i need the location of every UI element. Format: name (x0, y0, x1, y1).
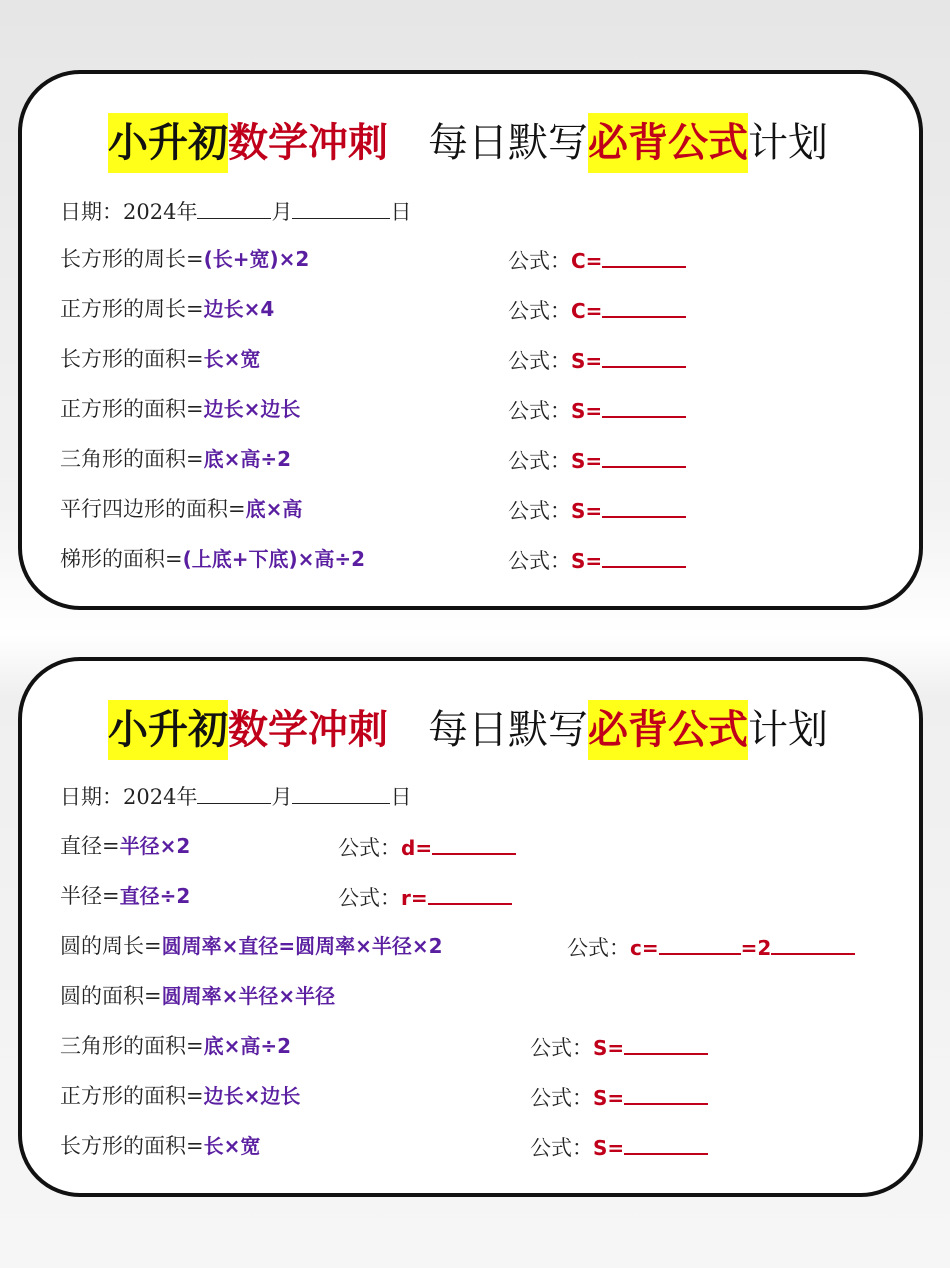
answer-blank[interactable] (659, 929, 741, 955)
formula-answer (530, 1029, 708, 1063)
row-name: 长方形的面积= (60, 347, 204, 371)
row-name: 正方形的面积= (60, 397, 204, 421)
formula-answer (508, 442, 686, 476)
title-part-5: 计划 (748, 707, 828, 753)
formula-label: 公式： (338, 836, 401, 860)
date-line (60, 779, 411, 813)
row-expression: 半径×2 (119, 834, 191, 858)
date-line (60, 194, 411, 228)
month-blank[interactable] (197, 194, 271, 219)
row-name: 平行四边形的面积= (60, 497, 246, 521)
day-blank[interactable] (292, 779, 390, 804)
row-name: 半径= (60, 884, 120, 908)
row-name: 长方形的面积= (60, 1134, 204, 1158)
row-name: 正方形的周长= (60, 297, 204, 321)
formula-row (60, 242, 309, 276)
month-label: 月 (271, 785, 293, 809)
answer-blank-2[interactable] (771, 929, 855, 955)
card-title (108, 699, 828, 761)
formula-row (60, 1129, 260, 1163)
worksheet-card-2 (18, 657, 923, 1197)
formula-answer (508, 492, 686, 526)
formula-row (60, 342, 260, 376)
title-part-1: 小升初 (108, 113, 228, 173)
row-name: 直径= (60, 834, 120, 858)
formula-variable: S= (593, 1036, 625, 1060)
formula-variable: C= (571, 299, 603, 323)
row-name: 三角形的面积= (60, 447, 204, 471)
answer-blank[interactable] (602, 342, 686, 368)
title-part-3: 每日默写 (428, 120, 588, 166)
formula-variable-2: =2 (740, 936, 772, 960)
formula-row (60, 442, 291, 476)
worksheet-card-1 (18, 70, 923, 610)
formula-label: 公式： (508, 449, 571, 473)
formula-answer (530, 1129, 708, 1163)
day-label: 日 (390, 785, 412, 809)
formula-variable: S= (571, 549, 603, 573)
day-label: 日 (390, 200, 412, 224)
formula-label: 公式： (508, 349, 571, 373)
formula-variable: d= (401, 836, 433, 860)
title-part-2: 数学冲刺 (228, 707, 388, 753)
formula-row (60, 542, 365, 576)
answer-blank[interactable] (428, 879, 512, 905)
row-expression: 边长×边长 (203, 397, 301, 421)
formula-answer (338, 879, 512, 913)
answer-blank[interactable] (624, 1029, 708, 1055)
formula-label: 公式： (508, 299, 571, 323)
answer-blank[interactable] (602, 542, 686, 568)
row-name: 长方形的周长= (60, 247, 204, 271)
formula-label: 公式： (508, 499, 571, 523)
formula-row (60, 392, 300, 426)
row-name: 正方形的面积= (60, 1084, 204, 1108)
row-expression: 底×高÷2 (203, 447, 292, 471)
answer-blank[interactable] (602, 292, 686, 318)
formula-row (60, 1079, 300, 1113)
title-part-4: 必背公式 (588, 113, 748, 173)
title-part-1: 小升初 (108, 700, 228, 760)
day-blank[interactable] (292, 194, 390, 219)
formula-answer (530, 1079, 708, 1113)
formula-label: 公式： (530, 1136, 593, 1160)
row-expression: 边长×边长 (203, 1084, 301, 1108)
formula-answer (508, 342, 686, 376)
row-expression: 长×宽 (203, 347, 261, 371)
formula-answer (338, 829, 516, 863)
formula-variable: S= (593, 1086, 625, 1110)
title-part-5: 计划 (748, 120, 828, 166)
formula-answer (567, 929, 855, 963)
formula-variable: c= (630, 936, 659, 960)
formula-row (60, 292, 274, 326)
formula-label: 公式： (508, 249, 571, 273)
formula-row (60, 929, 443, 963)
formula-variable: S= (571, 399, 603, 423)
month-label: 月 (271, 200, 293, 224)
formula-answer (508, 542, 686, 576)
formula-label: 公式： (530, 1086, 593, 1110)
row-name: 梯形的面积= (60, 547, 183, 571)
formula-answer (508, 292, 686, 326)
answer-blank[interactable] (432, 829, 516, 855)
row-expression: (长+宽)×2 (203, 247, 310, 271)
formula-row (60, 1029, 291, 1063)
month-blank[interactable] (197, 779, 271, 804)
formula-label: 公式： (508, 399, 571, 423)
answer-blank[interactable] (624, 1129, 708, 1155)
formula-variable: S= (571, 499, 603, 523)
row-expression: 长×宽 (203, 1134, 261, 1158)
row-name: 圆的周长= (60, 934, 162, 958)
row-expression: 底×高 (245, 497, 303, 521)
row-expression: (上底+下底)×高÷2 (182, 547, 366, 571)
formula-variable: S= (571, 449, 603, 473)
formula-variable: S= (593, 1136, 625, 1160)
answer-blank[interactable] (602, 442, 686, 468)
formula-variable: S= (571, 349, 603, 373)
answer-blank[interactable] (624, 1079, 708, 1105)
formula-row (60, 829, 190, 863)
row-expression: 圆周率×直径=圆周率×半径×2 (161, 934, 443, 958)
formula-answer (508, 392, 686, 426)
formula-answer (508, 242, 686, 276)
row-name: 圆的面积= (60, 984, 162, 1008)
answer-blank[interactable] (602, 492, 686, 518)
date-label: 日期：2024年 (60, 200, 198, 224)
formula-variable: r= (401, 886, 428, 910)
formula-label: 公式： (530, 1036, 593, 1060)
row-expression: 边长×4 (203, 297, 275, 321)
row-expression: 圆周率×半径×半径 (161, 984, 336, 1008)
formula-label: 公式： (567, 936, 630, 960)
title-part-4: 必背公式 (588, 700, 748, 760)
formula-label: 公式： (508, 549, 571, 573)
title-part-2: 数学冲刺 (228, 120, 388, 166)
answer-blank[interactable] (602, 242, 686, 268)
title-part-3: 每日默写 (428, 707, 588, 753)
date-label: 日期：2024年 (60, 785, 198, 809)
row-name: 三角形的面积= (60, 1034, 204, 1058)
row-expression: 直径÷2 (119, 884, 191, 908)
answer-blank[interactable] (602, 392, 686, 418)
card-title (108, 112, 828, 174)
formula-variable: C= (571, 249, 603, 273)
formula-label: 公式： (338, 886, 401, 910)
row-expression: 底×高÷2 (203, 1034, 292, 1058)
formula-row (60, 879, 190, 913)
formula-row (60, 979, 335, 1013)
formula-row (60, 492, 302, 526)
